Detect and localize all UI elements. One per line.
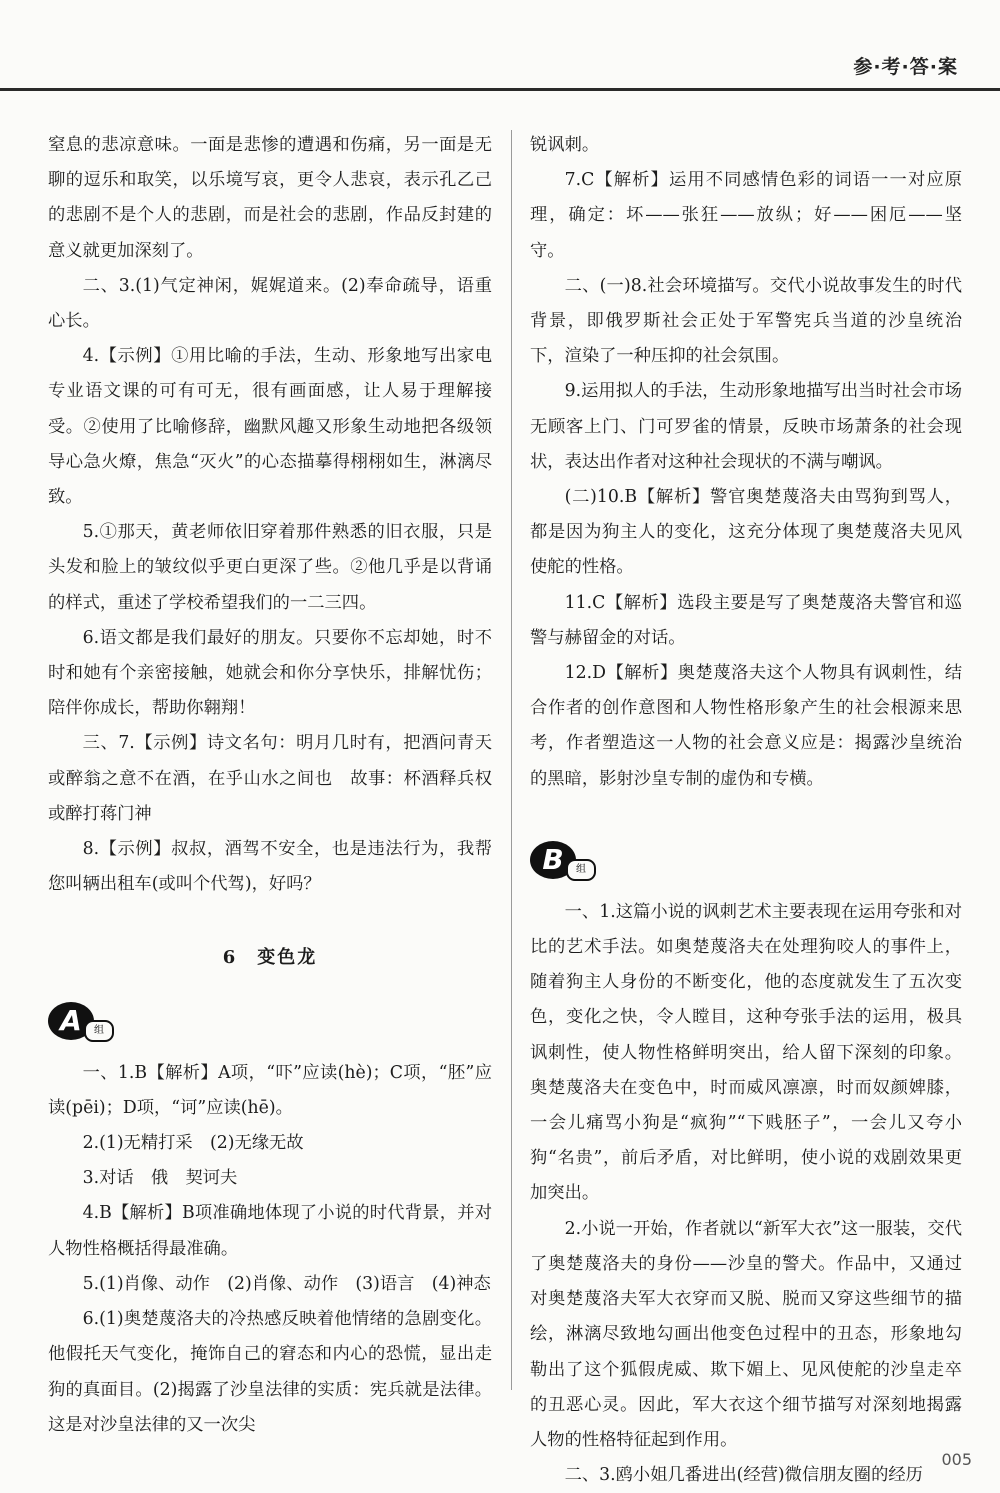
badge-tag: 组 bbox=[566, 859, 596, 881]
paragraph: 5.(1)肖像、动作 (2)肖像、动作 (3)语言 (4)神态 bbox=[82, 1273, 491, 1294]
paragraph: 6.语文都是我们最好的朋友。只要你不忘却她，时不时和她有个亲密接触，她就会和你分享快乐，排解忧伤；陪伴你成长，帮助你翱翔！ bbox=[48, 627, 492, 719]
header-rule bbox=[0, 88, 1000, 91]
right-column bbox=[530, 128, 962, 1493]
running-header: 参·考·答·案 bbox=[853, 56, 958, 78]
column-divider bbox=[511, 130, 512, 1390]
paragraph: 5.①那天，黄老师依旧穿着那件熟悉的旧衣服，只是头发和脸上的皱纹似乎更白更深了些。②他几乎是以背诵的样式，重述了学校希望我们的一二三四。 bbox=[48, 522, 492, 613]
paragraph: 三、7.【示例】诗文名句：明月几时有，把酒问青天 或醉翁之意不在酒，在乎山水之间也 故事：杯酒释兵权或醉打蒋门神 bbox=[48, 733, 510, 824]
badge-letter: A bbox=[48, 1002, 94, 1040]
paragraph: 窒息的悲凉意味。一面是悲惨的遭遇和伤痛，另一面是无聊的逗乐和取笑，以乐境写哀，更令人悲哀，表示孔乙己的悲剧不是个人的悲剧，而是社会的悲剧，作品反封建的意义就更加深刻了。 bbox=[48, 135, 492, 261]
paragraph: 2.小说一开始，作者就以“新军大衣”这一服装，交代了奥楚蔑洛夫的身份——沙皇的警犬。作品中，又通过对奥楚蔑洛夫军大衣穿而又脱、脱而又穿这些细节的描绘，淋漓尽致地勾画出他变色过程中的丑态，形象地勾勒出了这个狐假虎威、欺下媚上、见风使舵的沙皇走卒的丑恶心灵。因此，军大衣这个细节描写对深刻地揭露人物的性格特征起到作用。 bbox=[530, 1218, 962, 1450]
paragraph: 9.运用拟人的手法，生动形象地描写出当时社会市场无顾客上门、门可罗雀的情景，反映市场萧条的社会现状，表达出作者对这种社会现状的不满与嘲讽。 bbox=[530, 381, 962, 472]
left-column bbox=[48, 128, 510, 1443]
group-a-badge bbox=[48, 1002, 492, 1048]
paragraph: 4.B【解析】B项准确地体现了小说的时代背景，并对人物性格概括得最准确。 bbox=[48, 1203, 492, 1259]
paragraph: 6.(1)奥楚蔑洛夫的冷热感反映着他情绪的急剧变化。他假托天气变化，掩饰自己的窘态和内心的恐慌，显出走狗的真面目。(2)揭露了沙皇法律的实质：宪兵就是法律。这是对沙皇法律的又一次尖 bbox=[48, 1309, 492, 1435]
paragraph: 二、3.鸥小姐几番进出(经营)微信朋友圈的经历 bbox=[564, 1465, 923, 1486]
paragraph: 二、(一)8.社会环境描写。交代小说故事发生的时代背景，即俄罗斯社会正处于军警宪兵当道的沙皇统治下，渲染了一种压抑的社会氛围。 bbox=[530, 275, 962, 367]
section-title: 6 变色龙 bbox=[222, 947, 318, 969]
paragraph: (二)10.B【解析】警官奥楚蔑洛夫由骂狗到骂人，都是因为狗主人的变化，这充分体现了奥楚蔑洛夫见风使舵的性格。 bbox=[530, 487, 962, 578]
paragraph: 2.(1)无精打采 (2)无缘无故 bbox=[82, 1133, 304, 1154]
paragraph: 锐讽刺。 bbox=[530, 135, 600, 155]
paragraph: 一、1.B【解析】A项，“吓”应读(hè)；C项，“胚”应读(pēi)；D项，“诃”应读(hē)。 bbox=[48, 1062, 492, 1118]
paragraph: 二、3.(1)气定神闲，娓娓道来。(2)奉命疏导，语重心长。 bbox=[48, 275, 492, 332]
paragraph: 7.C【解析】运用不同感情色彩的词语一一对应原理，确定：坏——张狂——放纵；好——困厄——坚守。 bbox=[530, 170, 962, 261]
paragraph: 12.D【解析】奥楚蔑洛夫这个人物具有讽刺性，结合作者的创作意图和人物性格形象产生的社会根源来思考，作者塑造这一人物的社会意义应是：揭露沙皇统治的黑暗，影射沙皇专制的虚伪和专横。 bbox=[530, 663, 962, 789]
page-number: 005 bbox=[941, 1450, 972, 1469]
paragraph: 4.【示例】①用比喻的手法，生动、形象地写出家电专业语文课的可有可无，很有画面感，让人易于理解接受。②使用了比喻修辞，幽默风趣又形象生动地把各级领导心急火燎，焦急“灭火”的心态描摹得栩栩如生，淋漓尽致。 bbox=[48, 346, 492, 508]
badge-tag: 组 bbox=[84, 1020, 114, 1042]
paragraph: 3.对话 俄 契诃夫 bbox=[82, 1168, 238, 1189]
badge-letter: B bbox=[530, 841, 576, 879]
group-b-badge bbox=[530, 841, 962, 887]
paragraph: 一、1.这篇小说的讽刺艺术主要表现在运用夸张和对比的艺术手法。如奥楚蔑洛夫在处理狗咬人的事件上，随着狗主人身份的不断变化，他的态度就发生了五次变色，变化之快，令人瞠目，这种夸张手法的运用，极具讽刺性，使人物性格鲜明突出，给人留下深刻的印象。奥楚蔑洛夫在变色中，时而威风凛凛，时而奴颜婢膝，一会儿痛骂小狗是“疯狗”“下贱胚子”，一会儿又夸小狗“名贵”，前后矛盾，对比鲜明，使小说的戏剧效果更加突出。 bbox=[530, 901, 962, 1204]
paragraph: 8.【示例】叔叔，酒驾不安全，也是违法行为，我帮您叫辆出租车(或叫个代驾)，好吗？ bbox=[48, 839, 492, 895]
paragraph: 11.C【解析】选段主要是写了奥楚蔑洛夫警官和巡警与赫留金的对话。 bbox=[530, 592, 962, 648]
